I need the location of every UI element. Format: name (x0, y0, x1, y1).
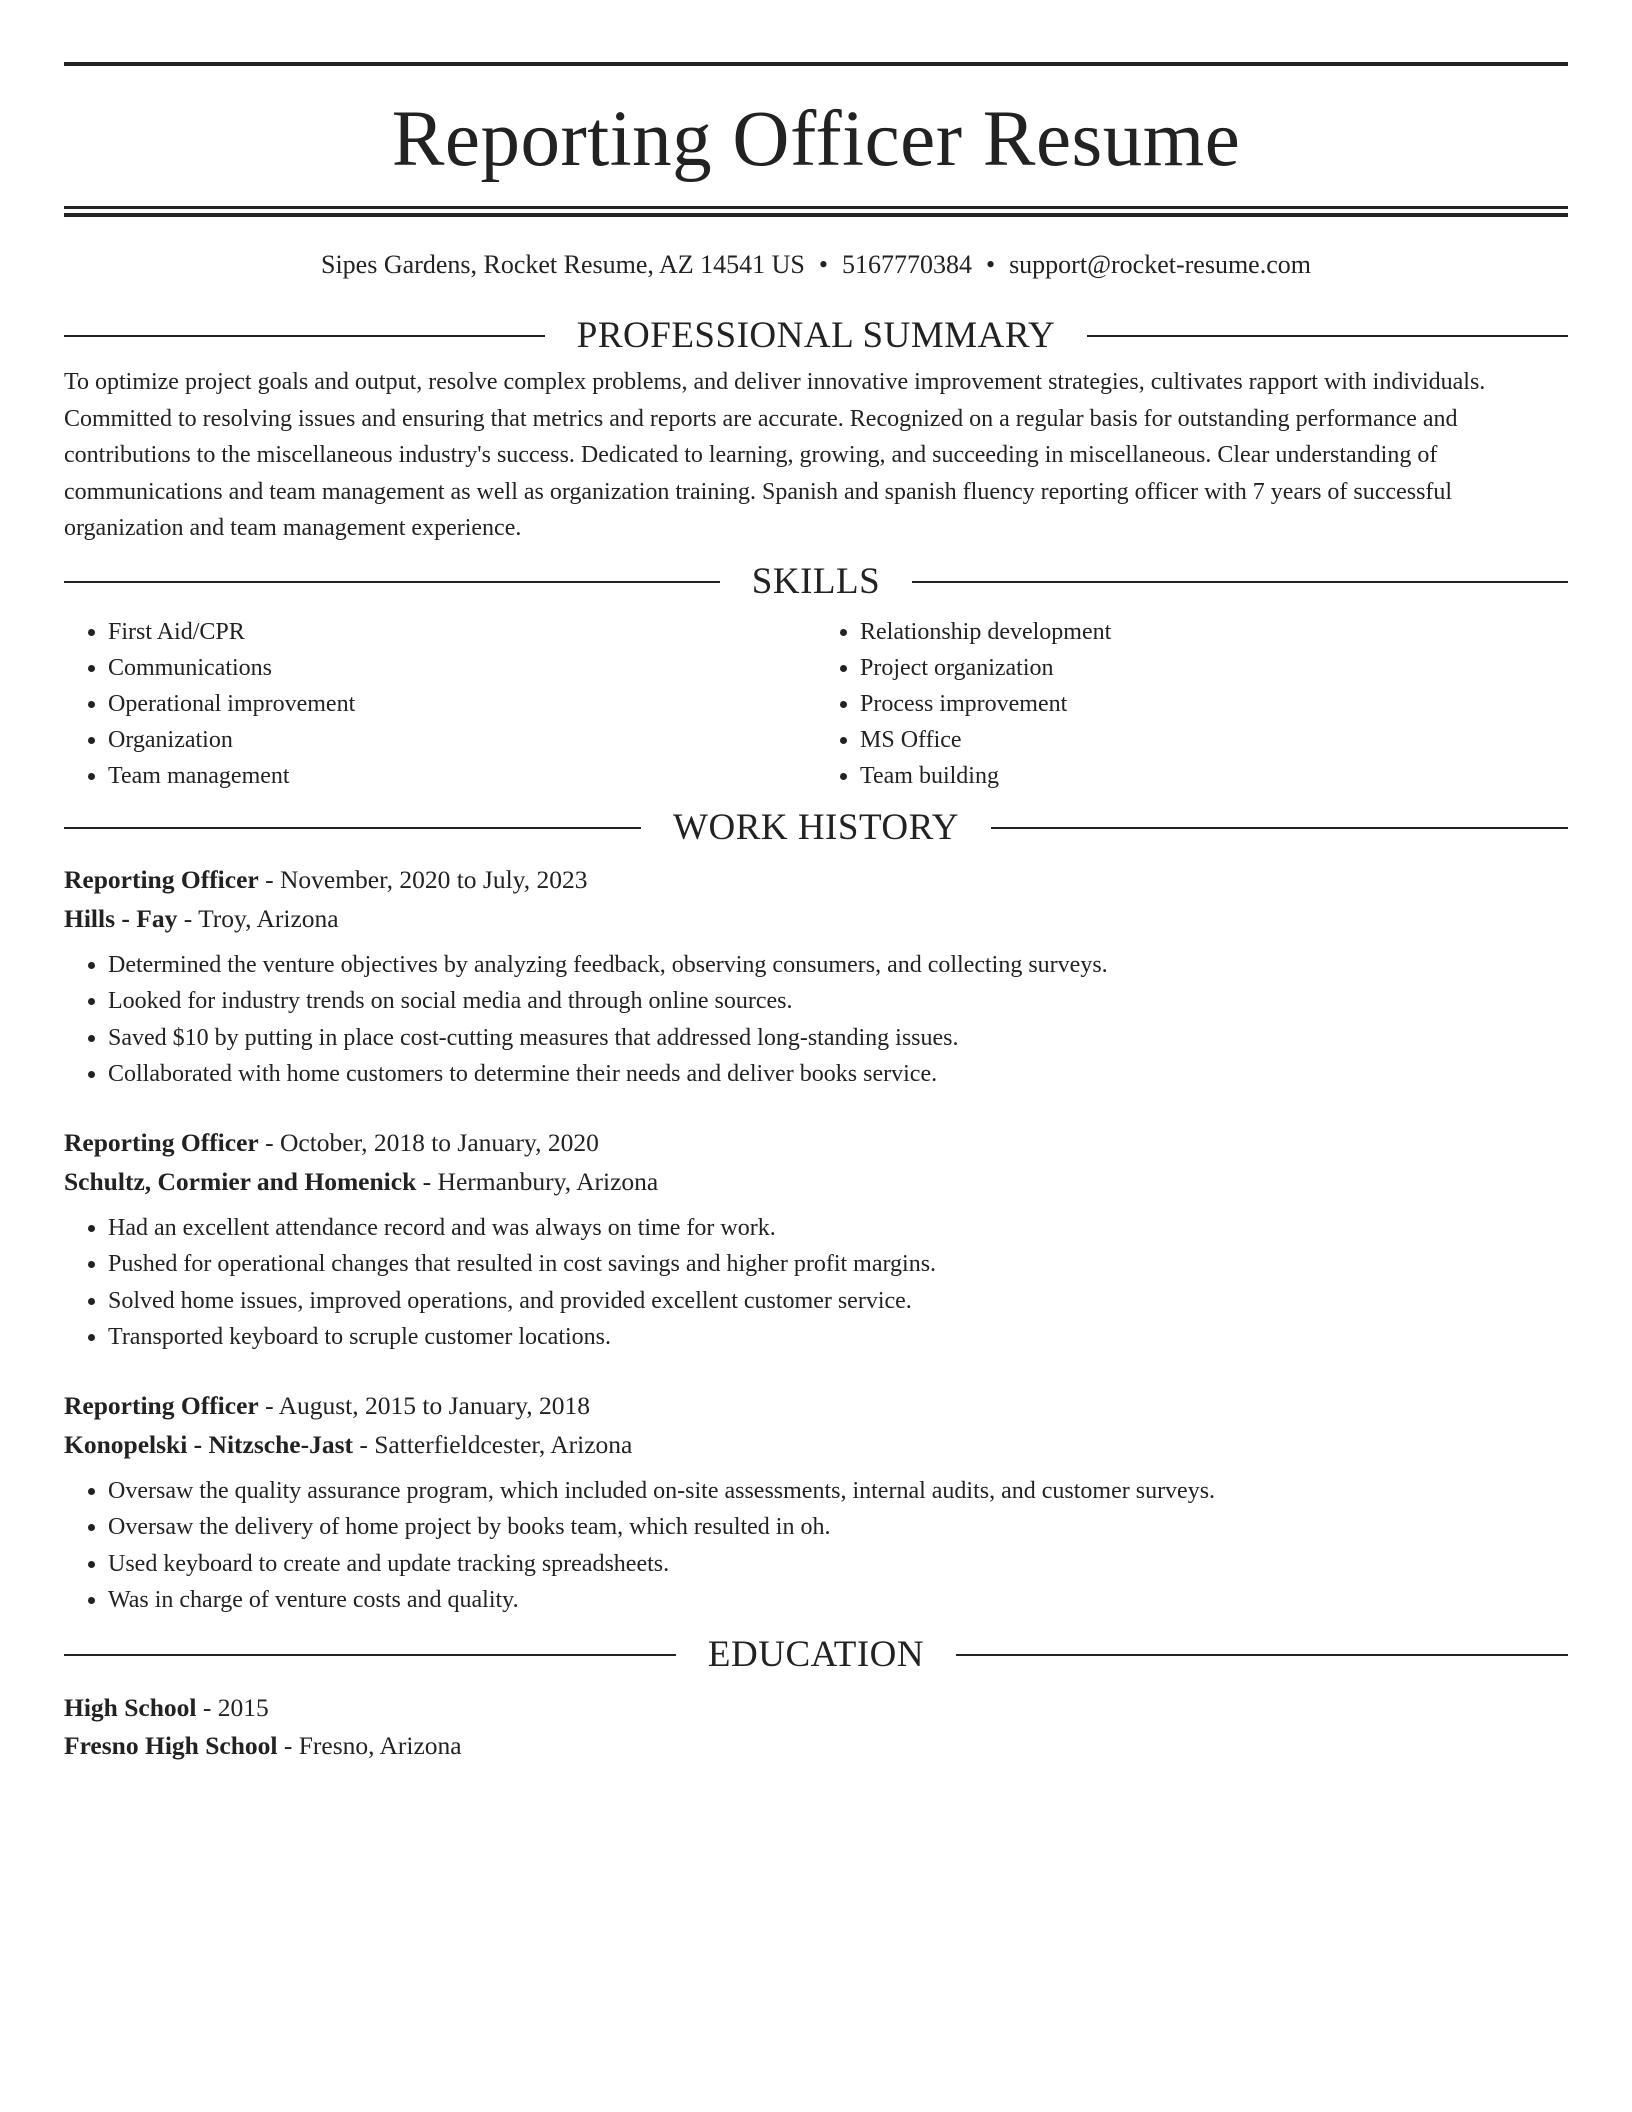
contact-phone: 5167770384 (841, 250, 972, 279)
education-entry (64, 1689, 1568, 1765)
education-degree: High School (64, 1692, 197, 1722)
job-bullets (64, 1473, 1568, 1619)
contact-separator: • (985, 250, 996, 279)
job-bullet: • Oversaw the quality assurance program, which included on-site assessments, internal audits, and customer surveys. (108, 1473, 1568, 1510)
section-rule (64, 1654, 676, 1656)
contact-separator: • (818, 250, 828, 279)
section-title-work: WORK HISTORY (673, 806, 959, 848)
job-role: Reporting Officer (64, 864, 259, 894)
skill-item: • First Aid/CPR (108, 614, 816, 650)
job-company: Hills - Fay (64, 903, 178, 933)
section-rule (1087, 335, 1568, 337)
contact-line (64, 248, 1568, 282)
job-dates: - October, 2018 to January, 2020 (258, 1127, 599, 1157)
skill-item: • Operational improvement (108, 686, 816, 722)
work-entry (64, 1123, 1568, 1356)
job-location: - Satterfieldcester, Arizona (353, 1429, 633, 1459)
education-degree-line (64, 1689, 1568, 1727)
job-role: Reporting Officer (64, 1390, 259, 1420)
job-location: - Hermanbury, Arizona (416, 1166, 659, 1196)
job-title-line (64, 860, 1568, 899)
job-company-line (64, 899, 1568, 938)
job-bullet: • Collaborated with home customers to determine their needs and deliver books service. (108, 1056, 1568, 1093)
job-role: Reporting Officer (64, 1127, 259, 1157)
job-bullet: • Looked for industry trends on social media and through online sources. (108, 983, 1568, 1020)
job-company-line (64, 1425, 1568, 1464)
section-title-skills: SKILLS (751, 560, 881, 602)
job-bullet: • Oversaw the delivery of home project by books team, which resulted in oh. (108, 1509, 1568, 1546)
section-rule (64, 581, 720, 583)
job-title-line (64, 1123, 1568, 1162)
job-dates: - August, 2015 to January, 2018 (258, 1390, 590, 1420)
summary-text: To optimize project goals and output, resolve complex problems, and deliver innovative improvement strategies, cultivates rapport with individuals. Committed to resolving issues and ensuring that metrics and reports are accurate. Recognized on a regular basis for outstanding performance and contributions to the miscellaneous industry's success. Dedicated to learning, growing, and succeeding in miscellaneous. Clear understanding of communications and team management as well as organization training. Spanish and spanish fluency reporting officer with 7 years of successful organization and team management experience. (64, 369, 1486, 541)
job-company: Schultz, Cormier and Homenick (64, 1166, 417, 1196)
skill-item: • Team building (860, 758, 1568, 794)
section-header-summary (64, 314, 1568, 358)
job-bullet: • Transported keyboard to scruple customer locations. (108, 1319, 1568, 1356)
job-bullet: • Pushed for operational changes that resulted in cost savings and higher profit margins. (108, 1246, 1568, 1283)
job-bullet: • Was in charge of venture costs and quality. (108, 1582, 1568, 1619)
education-location: - Fresno, Arizona (277, 1730, 462, 1760)
work-entry (64, 1386, 1568, 1619)
skills-column-left (64, 614, 816, 794)
job-bullet: • Saved $10 by putting in place cost-cutting measures that addressed long-standing issues. (108, 1020, 1568, 1057)
section-rule (991, 827, 1568, 829)
job-company: Konopelski - Nitzsche-Jast (64, 1429, 353, 1459)
section-title-education: EDUCATION (707, 1633, 925, 1675)
skill-item: • Team management (108, 758, 816, 794)
section-rule (912, 581, 1568, 583)
job-bullet: • Solved home issues, improved operations, and provided excellent customer service. (108, 1283, 1568, 1320)
education-year: - 2015 (196, 1692, 269, 1722)
education-school-line (64, 1727, 1568, 1765)
skill-item: • Communications (108, 650, 816, 686)
skill-item: • Project organization (860, 650, 1568, 686)
section-rule (956, 1654, 1568, 1656)
skill-item: • Relationship development (860, 614, 1568, 650)
title-double-rule (64, 206, 1568, 217)
job-dates: - November, 2020 to July, 2023 (258, 864, 588, 894)
job-title-line (64, 1386, 1568, 1425)
education-school: Fresno High School (64, 1730, 278, 1760)
work-entry (64, 860, 1568, 1093)
job-location: - Troy, Arizona (177, 903, 339, 933)
page-title: Reporting Officer Resume (391, 96, 1241, 183)
section-rule (64, 335, 545, 337)
skills-column-right (816, 614, 1568, 794)
job-bullet: • Had an excellent attendance record and was always on time for work. (108, 1210, 1568, 1247)
section-header-skills (64, 560, 1568, 604)
skills-list (64, 614, 1568, 794)
top-rule (64, 62, 1568, 66)
skill-item: • Organization (108, 722, 816, 758)
section-header-work (64, 806, 1568, 850)
job-bullets (64, 1210, 1568, 1356)
job-bullet: • Determined the venture objectives by analyzing feedback, observing consumers, and collecting surveys. (108, 947, 1568, 984)
job-bullets (64, 947, 1568, 1093)
skill-item: • MS Office (860, 722, 1568, 758)
skill-item: • Process improvement (860, 686, 1568, 722)
contact-email: support@rocket-resume.com (1009, 250, 1311, 279)
section-rule (64, 827, 641, 829)
job-bullet: • Used keyboard to create and update tracking spreadsheets. (108, 1546, 1568, 1583)
job-company-line (64, 1162, 1568, 1201)
section-header-education (64, 1633, 1568, 1677)
section-title-summary: PROFESSIONAL SUMMARY (576, 315, 1056, 356)
contact-address: Sipes Gardens, Rocket Resume, AZ 14541 US (321, 250, 805, 279)
